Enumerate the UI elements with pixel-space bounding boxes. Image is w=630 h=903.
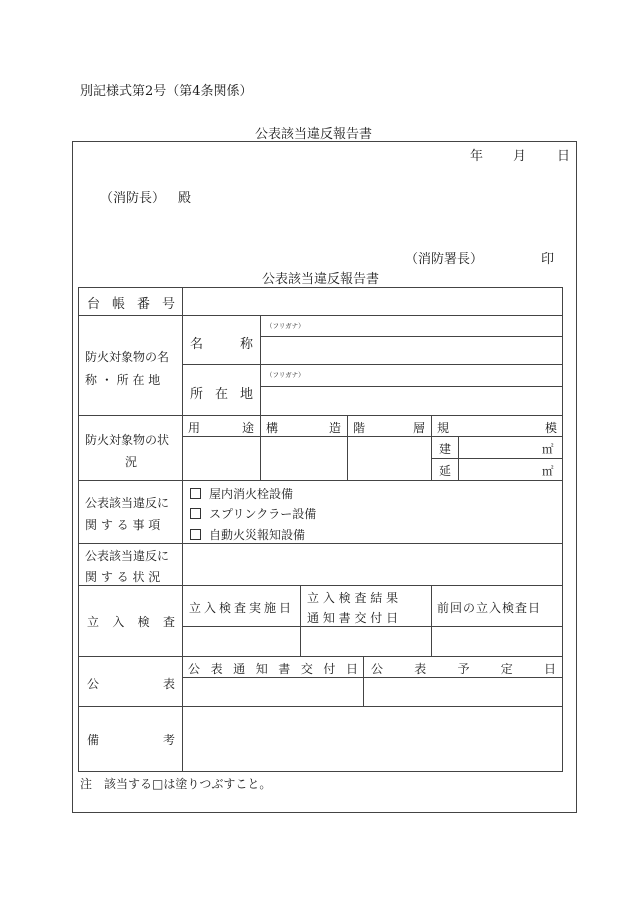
- total-area-label: 延: [439, 464, 452, 478]
- violation-status-label-line1: 公表該当違反に: [85, 549, 170, 563]
- checkbox-icon[interactable]: [190, 488, 201, 499]
- inspection-date-field[interactable]: [185, 629, 297, 653]
- result-notice-date-field[interactable]: [303, 629, 428, 653]
- name-label: 名 称: [190, 337, 253, 352]
- violation-item-hydrant[interactable]: 屋内消火栓設備: [190, 485, 293, 502]
- total-area-unit: ㎡: [542, 464, 554, 478]
- inspection-label: 立 入 検 査: [87, 615, 175, 629]
- address-furigana-label: （フリガナ）: [266, 371, 305, 379]
- publication-label: 公 表: [87, 677, 175, 691]
- address-label: 所 在 地: [190, 387, 253, 402]
- use-field[interactable]: [185, 439, 257, 477]
- name-furigana-label: （フリガナ）: [266, 322, 305, 330]
- name-field[interactable]: [263, 339, 559, 361]
- scheduled-label: 公 表 予 定 日: [371, 662, 556, 676]
- form-title: 公表該当違反報告書: [255, 127, 373, 142]
- notice-delivery-label: 公 表 通 知 書 交 付 日: [188, 662, 358, 676]
- remarks-field[interactable]: [186, 709, 558, 769]
- result-notice-label-line2: 通 知 書 交 付 日: [307, 611, 399, 625]
- violation-status-field[interactable]: [186, 546, 558, 582]
- status-label-line1: 防火対象物の状: [85, 433, 170, 447]
- violation-matters-label-line2: 関 す る 事 項: [85, 518, 161, 532]
- structure-label: 構 造: [266, 421, 341, 435]
- honorific: 殿: [178, 191, 192, 206]
- object-name-label-line2: 称 ・ 所 在 地: [85, 373, 161, 387]
- scheduled-date-field[interactable]: [366, 680, 560, 703]
- checkbox-icon[interactable]: [190, 529, 201, 540]
- previous-inspection-label: 前回の立入検査日: [437, 601, 542, 615]
- checkbox-icon[interactable]: [190, 508, 201, 519]
- remarks-label: 備 考: [87, 733, 175, 747]
- address-field[interactable]: [263, 389, 559, 412]
- scale-label: 規 模: [437, 421, 557, 435]
- ledger-number-label: 台 帳 番 号: [87, 297, 175, 312]
- inspection-date-label: 立入検査実施日: [189, 601, 295, 615]
- violation-item-sprinkler[interactable]: スプリンクラー設備: [190, 505, 316, 522]
- violation-status-label-line2: 関 す る 状 況: [85, 570, 161, 584]
- total-area-field[interactable]: [461, 460, 539, 478]
- previous-inspection-date-field[interactable]: [434, 629, 560, 653]
- building-area-unit: ㎡: [542, 442, 554, 456]
- date-day: 日: [557, 149, 571, 164]
- structure-field[interactable]: [263, 439, 344, 477]
- addressee: （消防長）: [100, 191, 166, 206]
- violation-item-fire-alarm[interactable]: 自動火災報知設備: [190, 526, 305, 543]
- violation-matters-label-line1: 公表該当違反に: [85, 496, 170, 510]
- status-label-line2: 況: [125, 455, 138, 469]
- use-label: 用 途: [188, 421, 254, 435]
- ledger-number-field[interactable]: [186, 290, 558, 312]
- result-notice-label-line1: 立 入 検 査 結 果: [307, 591, 399, 605]
- seal-mark: 印: [541, 252, 555, 267]
- form-number: 別記様式第2号（第4条関係）: [80, 84, 253, 99]
- floors-field[interactable]: [350, 439, 428, 477]
- inner-title: 公表該当違反報告書: [262, 272, 380, 287]
- sender: （消防署長）: [405, 252, 484, 267]
- building-area-field[interactable]: [461, 438, 539, 456]
- footer-note: 注 該当する□は塗りつぶすこと。: [80, 777, 272, 791]
- object-name-label-line1: 防火対象物の名: [85, 350, 170, 364]
- date-year: 年: [470, 149, 484, 164]
- floors-label: 階 層: [353, 421, 425, 435]
- building-area-label: 建: [439, 442, 452, 456]
- date-month: 月: [513, 149, 527, 164]
- notice-delivery-field[interactable]: [185, 680, 360, 703]
